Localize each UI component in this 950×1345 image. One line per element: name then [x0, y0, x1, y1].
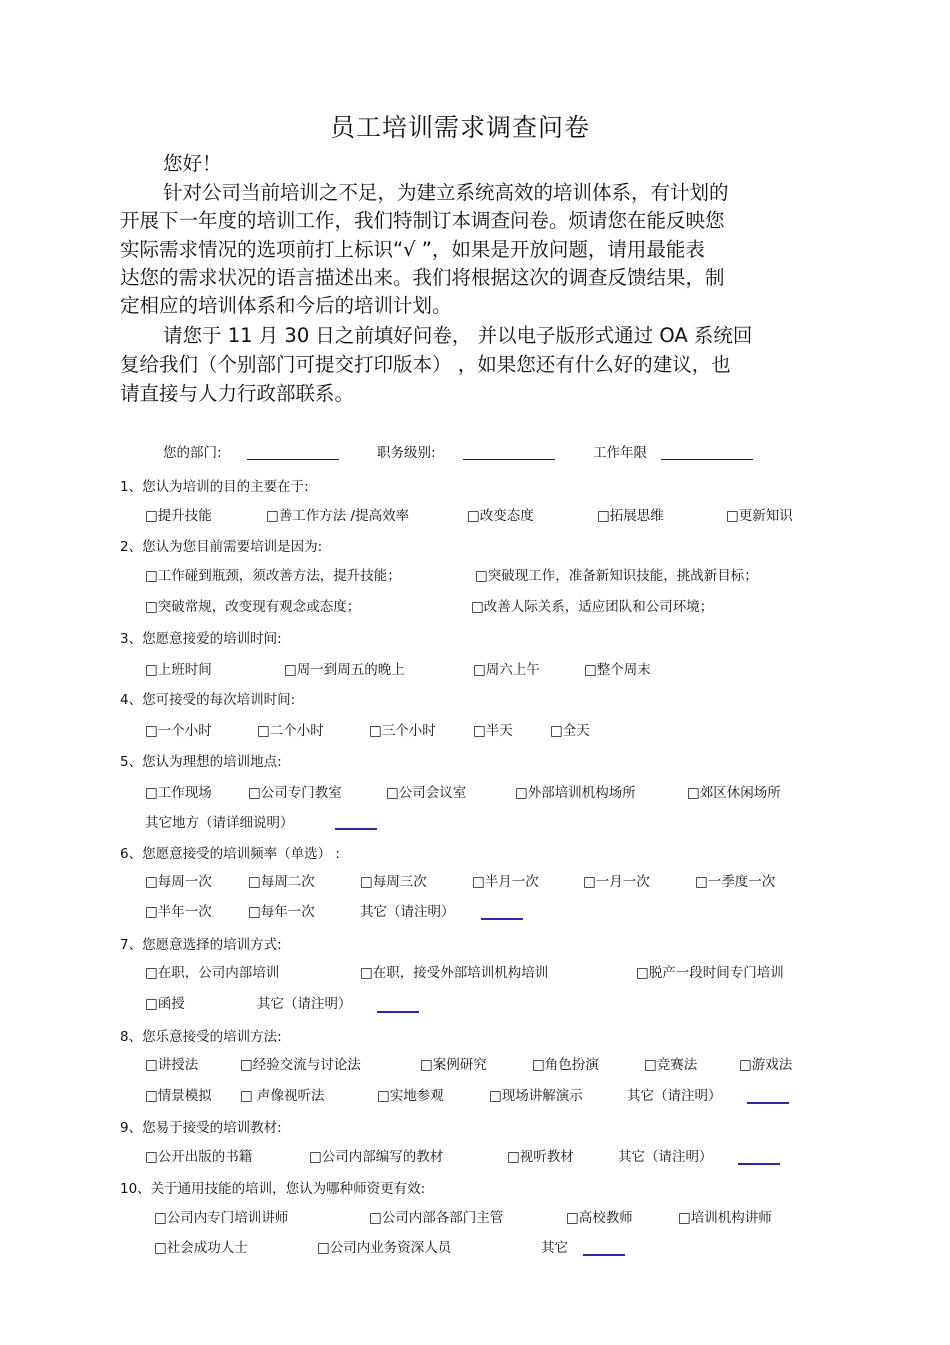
checkbox-option[interactable]: □整个周末	[584, 662, 651, 678]
checkbox-option[interactable]: □工作现场	[145, 785, 212, 801]
checkbox-option[interactable]: □公司内业务资深人员	[317, 1240, 452, 1256]
checkbox-option[interactable]: □半年一次	[145, 904, 212, 920]
checkbox-option[interactable]: □培训机构讲师	[678, 1210, 772, 1226]
intro-line-7: 复给我们（个别部门可提交打印版本） ，如果您还有什么好的建议，也	[120, 353, 731, 376]
years-label: 工作年限	[593, 445, 647, 461]
checkbox-option[interactable]: □实地参观	[377, 1088, 444, 1104]
checkbox-option[interactable]: □公司内部各部门主管	[369, 1210, 504, 1226]
checkbox-option[interactable]: □每年一次	[248, 904, 315, 920]
checkbox-option[interactable]: □竞赛法	[644, 1057, 698, 1073]
question-7: 7、您愿意选择的培训方式:	[120, 937, 282, 953]
intro-line-6: 请您于 11 月 30 日之前填好问卷， 并以电子版形式通过 OA 系统回	[163, 324, 753, 347]
checkbox-option[interactable]: □工作碰到瓶颈，须改善方法，提升技能；	[145, 568, 401, 584]
checkbox-option[interactable]: □角色扮演	[532, 1057, 599, 1073]
checkbox-option[interactable]: □周一到周五的晚上	[284, 662, 405, 678]
checkbox-option[interactable]: □二个小时	[257, 723, 324, 739]
checkbox-option[interactable]: □提升技能	[145, 508, 212, 524]
other-label: 其它（请注明）	[627, 1088, 722, 1104]
intro-line-5: 定相应的培训体系和今后的培训计划。	[120, 294, 452, 317]
question-1: 1、您认为培训的目的主要在于:	[120, 479, 309, 495]
checkbox-option[interactable]: □视听教材	[507, 1149, 574, 1165]
checkbox-option[interactable]: □每周二次	[248, 874, 315, 890]
checkbox-option[interactable]: □一季度一次	[695, 874, 776, 890]
checkbox-option[interactable]: □在职，接受外部培训机构培训	[360, 965, 549, 981]
other-label: 其它（请注明）	[360, 904, 455, 920]
checkbox-option[interactable]: □拓展思维	[597, 508, 664, 524]
checkbox-option[interactable]: □社会成功人士	[154, 1240, 248, 1256]
checkbox-option[interactable]: □在职，公司内部培训	[145, 965, 280, 981]
checkbox-option[interactable]: □突破常规，改变现有观念或态度；	[145, 599, 361, 615]
intro-line-2: 开展下一年度的培训工作，我们特制订本调查问卷。烦请您在能反映您	[120, 209, 725, 232]
checkbox-option[interactable]: □一个小时	[145, 723, 212, 739]
other-blank[interactable]	[481, 918, 523, 920]
page-title: 员工培训需求调查问卷	[329, 113, 590, 142]
question-5: 5、您认为理想的培训地点:	[120, 754, 282, 770]
department-label: 您的部门:	[163, 445, 222, 461]
question-4: 4、您可接受的每次培训时间:	[120, 692, 296, 708]
level-label: 职务级别:	[377, 445, 436, 461]
checkbox-option[interactable]: □郊区休闲场所	[687, 785, 781, 801]
intro-line-1: 针对公司当前培训之不足，为建立系统高效的培训体系，有计划的	[163, 181, 729, 204]
intro-line-4: 达您的需求状况的语言描述出来。我们将根据这次的调查反馈结果，制	[120, 266, 725, 289]
checkbox-option[interactable]: □外部培训机构场所	[515, 785, 636, 801]
intro-line-3: 实际需求情况的选项前打上标识“√ ”，如果是开放问题，请用最能表	[120, 238, 705, 261]
department-blank[interactable]	[247, 459, 339, 460]
checkbox-option[interactable]: □游戏法	[739, 1057, 793, 1073]
checkbox-option[interactable]: □脱产一段时间专门培训	[636, 965, 784, 981]
checkbox-option[interactable]: □改变态度	[467, 508, 534, 524]
question-2: 2、您认为您目前需要培训是因为:	[120, 539, 323, 555]
checkbox-option[interactable]: □情景模拟	[145, 1088, 212, 1104]
question-3: 3、您愿意接爱的培训时间:	[120, 631, 282, 647]
other-blank[interactable]	[335, 828, 377, 830]
checkbox-option[interactable]: □每周一次	[145, 874, 212, 890]
checkbox-option[interactable]: □三个小时	[369, 723, 436, 739]
checkbox-option[interactable]: □每周三次	[360, 874, 427, 890]
level-blank[interactable]	[463, 459, 555, 460]
other-label: 其它（请注明）	[618, 1149, 713, 1165]
checkbox-option[interactable]: □周六上午	[473, 662, 540, 678]
other-blank[interactable]	[377, 1011, 419, 1013]
checkbox-option[interactable]: □案例研究	[420, 1057, 487, 1073]
years-blank[interactable]	[661, 459, 753, 460]
question-10: 10、关于通用技能的培训，您认为哪种师资更有效:	[120, 1181, 426, 1197]
checkbox-option[interactable]: □半天	[473, 723, 513, 739]
checkbox-option[interactable]: □突破现工作，准备新知识技能，挑战新目标；	[475, 568, 758, 584]
checkbox-option[interactable]: □现场讲解演示	[489, 1088, 583, 1104]
other-blank[interactable]	[747, 1102, 789, 1104]
checkbox-option[interactable]: □上班时间	[145, 662, 212, 678]
greeting: 您好！	[163, 152, 222, 175]
other-label: 其它	[541, 1240, 568, 1256]
question-8: 8、您乐意接受的培训方法:	[120, 1029, 282, 1045]
checkbox-option[interactable]: □公司内部编写的教材	[309, 1149, 444, 1165]
checkbox-option[interactable]: □善工作方法 /提高效率	[266, 508, 410, 524]
checkbox-option[interactable]: □ 声像视听法	[240, 1088, 325, 1104]
checkbox-option[interactable]: □一月一次	[583, 874, 650, 890]
checkbox-option[interactable]: □更新知识	[726, 508, 793, 524]
checkbox-option[interactable]: □公司专门教室	[248, 785, 342, 801]
checkbox-option[interactable]: □函授	[145, 996, 185, 1012]
checkbox-option[interactable]: □经验交流与讨论法	[240, 1057, 361, 1073]
other-blank[interactable]	[583, 1254, 625, 1256]
checkbox-option[interactable]: □公开出版的书籍	[145, 1149, 253, 1165]
checkbox-option[interactable]: □高校教师	[566, 1210, 633, 1226]
checkbox-option[interactable]: □改善人际关系，适应团队和公司环境；	[471, 599, 714, 615]
question-6: 6、您愿意接受的培训频率（单选） :	[120, 846, 340, 862]
other-label: 其它（请注明）	[257, 996, 352, 1012]
intro-line-8: 请直接与人力行政部联系。	[120, 382, 355, 405]
question-9: 9、您易于接受的培训教材:	[120, 1120, 282, 1136]
other-blank[interactable]	[738, 1163, 780, 1165]
checkbox-option[interactable]: □半月一次	[472, 874, 539, 890]
checkbox-option[interactable]: □公司会议室	[386, 785, 467, 801]
checkbox-option[interactable]: □全天	[550, 723, 590, 739]
checkbox-option[interactable]: □讲授法	[145, 1057, 199, 1073]
checkbox-option[interactable]: □公司内专门培训讲师	[154, 1210, 289, 1226]
other-label: 其它地方（请详细说明）	[145, 815, 294, 831]
